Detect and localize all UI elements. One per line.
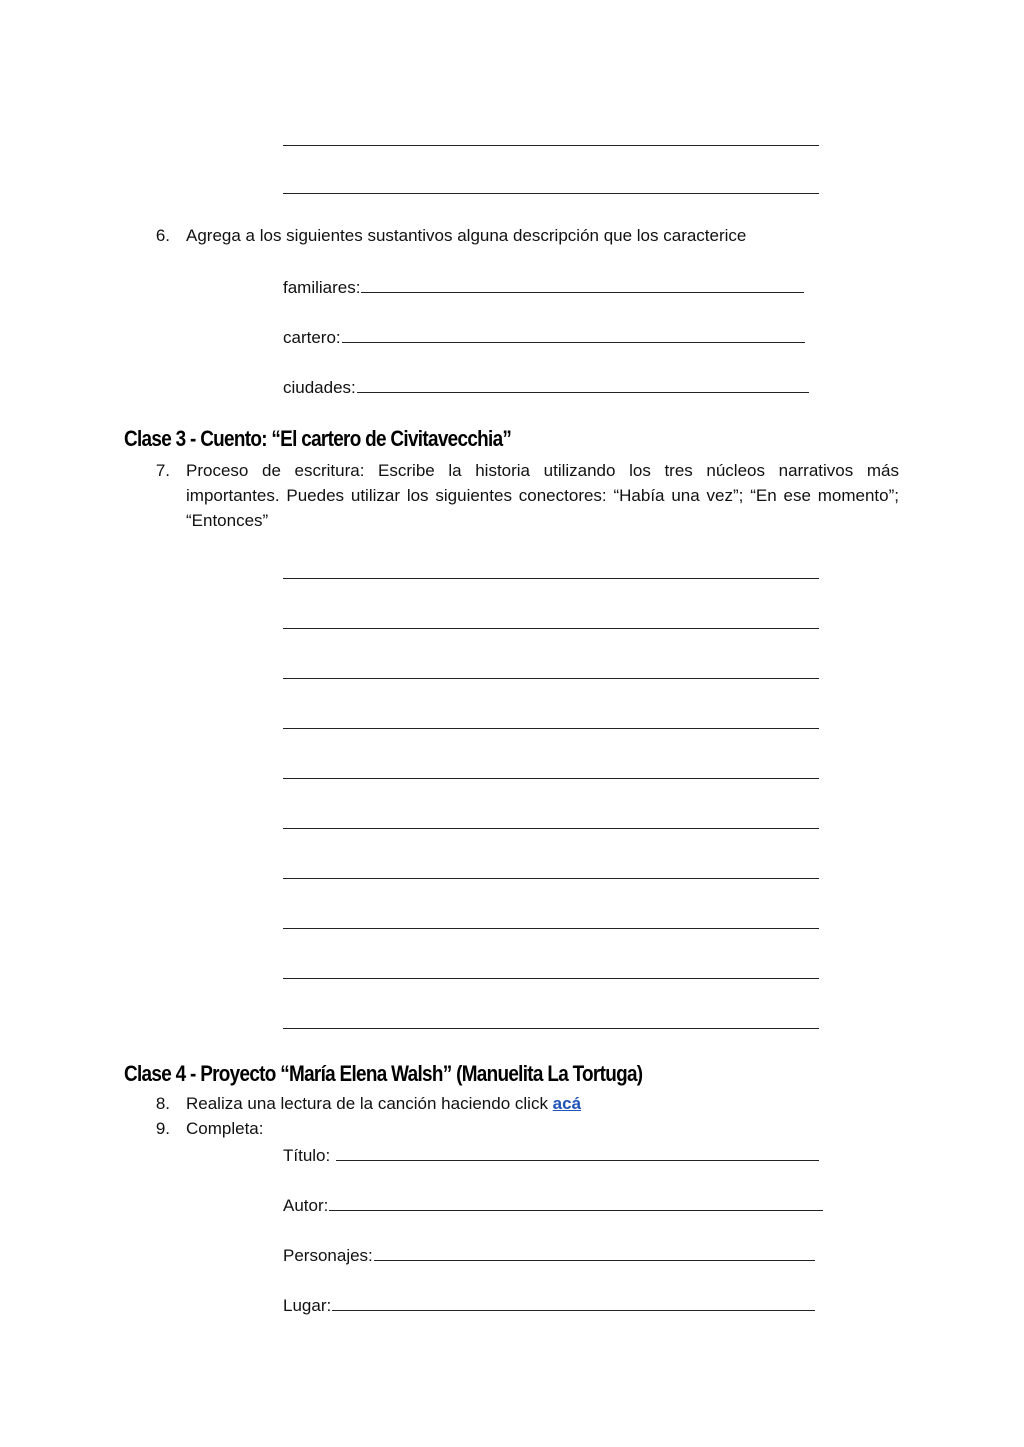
field-label: Personajes: [283,1246,373,1265]
field-label: Autor: [283,1196,329,1215]
answer-line[interactable] [283,978,819,979]
field-label: Título: [283,1146,335,1165]
question-9-number: 9. [155,1119,170,1138]
section-heading-clase-3: Clase 3 - Cuento: “El cartero de Civitavecchia” [124,426,512,451]
answer-line[interactable] [283,878,819,879]
answer-line[interactable] [283,728,819,729]
field-autor [283,1194,823,1216]
field-familiares [283,276,804,298]
field-label: ciudades: [283,378,356,397]
field-answer-line[interactable] [342,326,805,343]
field-lugar [283,1294,815,1316]
field-answer-line[interactable] [357,376,809,393]
question-8-number: 8. [155,1094,170,1113]
answer-line[interactable] [283,578,819,579]
field-ciudades [283,376,809,398]
answer-line[interactable] [283,628,819,629]
song-link[interactable]: acá [552,1094,582,1113]
question-8-label: Realiza una lectura de la canción haciendo click [186,1094,553,1113]
question-6-number: 6. [155,226,170,245]
field-cartero [283,326,805,348]
field-answer-line[interactable] [332,1294,815,1311]
field-answer-line[interactable] [361,276,804,293]
field-personajes [283,1244,815,1266]
question-6-text: Agrega a los siguientes sustantivos alguna descripción que los caracterice [186,226,747,245]
field-answer-line[interactable] [374,1244,815,1261]
answer-line[interactable] [283,778,819,779]
answer-line[interactable] [283,678,819,679]
answer-line[interactable] [283,828,819,829]
answer-line[interactable] [283,193,819,194]
question-8-text [186,1094,581,1114]
question-9-text: Completa: [186,1119,264,1138]
field-titulo [283,1144,819,1166]
question-7-number: 7. [155,461,170,480]
field-label: Lugar: [283,1296,332,1315]
field-label: cartero: [283,328,341,347]
answer-line[interactable] [283,145,819,146]
answer-line[interactable] [283,1028,819,1029]
field-answer-line[interactable] [329,1194,823,1211]
answer-line[interactable] [283,928,819,929]
question-7-text: Proceso de escritura: Escribe la historia utilizando los tres núcleos narrativos más importantes. Puedes utilizar los siguientes conectores: “Había una vez”; “En ese momento”; “Entonces” [186,461,899,530]
section-heading-clase-4: Clase 4 - Proyecto “María Elena Walsh” (Manuelita La Tortuga) [124,1061,643,1086]
field-answer-line[interactable] [336,1144,819,1161]
field-label: familiares: [283,278,361,297]
